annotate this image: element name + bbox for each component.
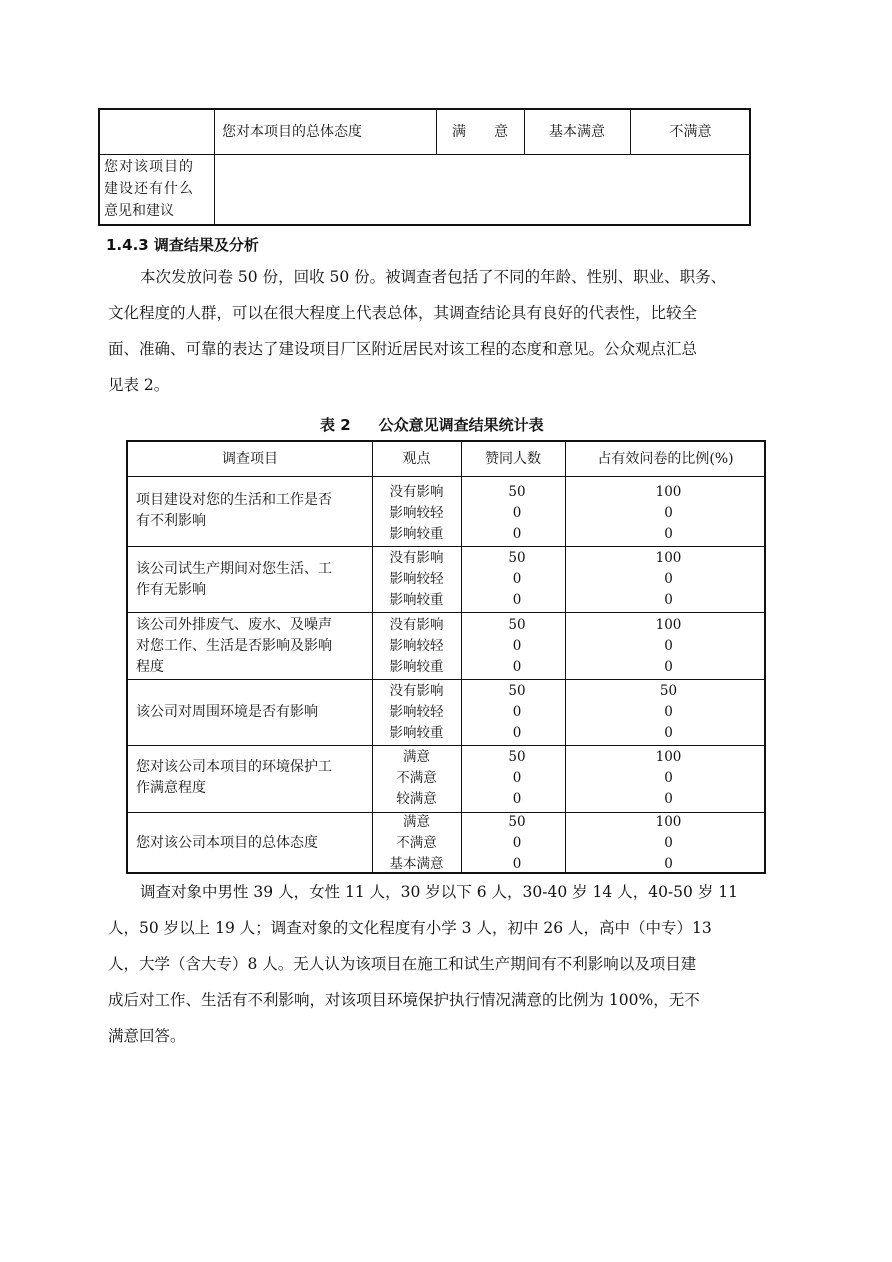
- header-opinion: 观点: [402, 451, 431, 467]
- row-4-counts: 50 0 0: [508, 683, 526, 741]
- row-3-counts: 50 0 0: [508, 617, 526, 675]
- row-6-opinions: 满意 不满意 基本满意: [389, 814, 444, 872]
- table-number: 表 2: [320, 416, 351, 434]
- option-basically-satisfied: 基本满意: [549, 124, 605, 140]
- row-2-opinions: 没有影响 影响较轻 影响较重: [389, 550, 444, 608]
- conclusion-line-1: 调查对象中男性 39 人，女性 11 人，30 岁以下 6 人，30-40 岁 14 人，40-50 岁 11: [140, 883, 738, 901]
- row-5-opinions: 满意 不满意 较满意: [396, 749, 437, 807]
- header-percentage: 占有效问卷的比例(%): [597, 451, 734, 467]
- table-title: 公众意见调查结果统计表: [378, 416, 544, 434]
- results-table: [126, 440, 766, 874]
- intro-line-1: 本次发放问卷 50 份，回收 50 份。被调查者包括了不同的年龄、性别、职业、职务、: [140, 268, 727, 286]
- row-6-counts: 50 0 0: [508, 814, 526, 872]
- row-2-percents: 100 0 0: [655, 550, 682, 608]
- suggestion-label: 您对该项目的 建设还有什么 意见和建议: [104, 159, 194, 219]
- row-5-percents: 100 0 0: [655, 749, 682, 807]
- attitude-label: 您对本项目的总体态度: [222, 124, 362, 140]
- conclusion-line-3: 人，大学（含大专）8 人。无人认为该项目在施工和试生产期间有不利影响以及项目建: [108, 955, 697, 973]
- table-caption: [320, 414, 544, 435]
- row-1-counts: 50 0 0: [508, 484, 526, 542]
- row-3-opinions: 没有影响 影响较轻 影响较重: [389, 617, 444, 675]
- row-1-opinions: 没有影响 影响较轻 影响较重: [389, 484, 444, 542]
- row-5-question: 您对该公司本项目的环境保护工 作满意程度: [136, 759, 332, 796]
- header-survey-item: 调查项目: [222, 451, 278, 467]
- intro-line-3: 面、准确、可靠的表达了建设项目厂区附近居民对该工程的态度和意见。公众观点汇总: [108, 340, 698, 358]
- row-3-percents: 100 0 0: [655, 617, 682, 675]
- option-satisfied: 满 意: [452, 124, 508, 140]
- row-1-percents: 100 0 0: [655, 484, 682, 542]
- row-5-counts: 50 0 0: [508, 749, 526, 807]
- row-2-counts: 50 0 0: [508, 550, 526, 608]
- section-heading: 1.4.3 调查结果及分析: [106, 236, 259, 254]
- row-6-question: 您对该公司本项目的总体态度: [136, 835, 318, 851]
- conclusion-line-2: 人，50 岁以上 19 人；调查对象的文化程度有小学 3 人，初中 26 人，高中（中专）13: [108, 919, 712, 937]
- conclusion-line-5: 满意回答。: [108, 1027, 186, 1045]
- intro-line-2: 文化程度的人群，可以在很大程度上代表总体，其调查结论具有良好的代表性，比较全: [108, 304, 698, 322]
- header-agree-count: 赞同人数: [485, 451, 541, 467]
- row-3-question: 该公司外排废气、废水、及噪声 对您工作、生活是否影响及影响 程度: [136, 617, 332, 675]
- row-4-percents: 50 0 0: [659, 683, 678, 741]
- row-2-question: 该公司试生产期间对您生活、工 作有无影响: [136, 561, 332, 598]
- questionnaire-table: [98, 108, 751, 226]
- row-6-percents: 100 0 0: [655, 814, 682, 872]
- row-4-opinions: 没有影响 影响较轻 影响较重: [389, 683, 444, 741]
- row-1-question: 项目建设对您的生活和工作是否 有不利影响: [136, 492, 332, 529]
- conclusion-line-4: 成后对工作、生活有不利影响，对该项目环境保护执行情况满意的比例为 100%，无不: [108, 991, 700, 1009]
- intro-line-4: 见表 2。: [108, 376, 170, 394]
- option-unsatisfied: 不满意: [669, 124, 712, 140]
- row-4-question: 该公司对周围环境是否有影响: [136, 704, 318, 720]
